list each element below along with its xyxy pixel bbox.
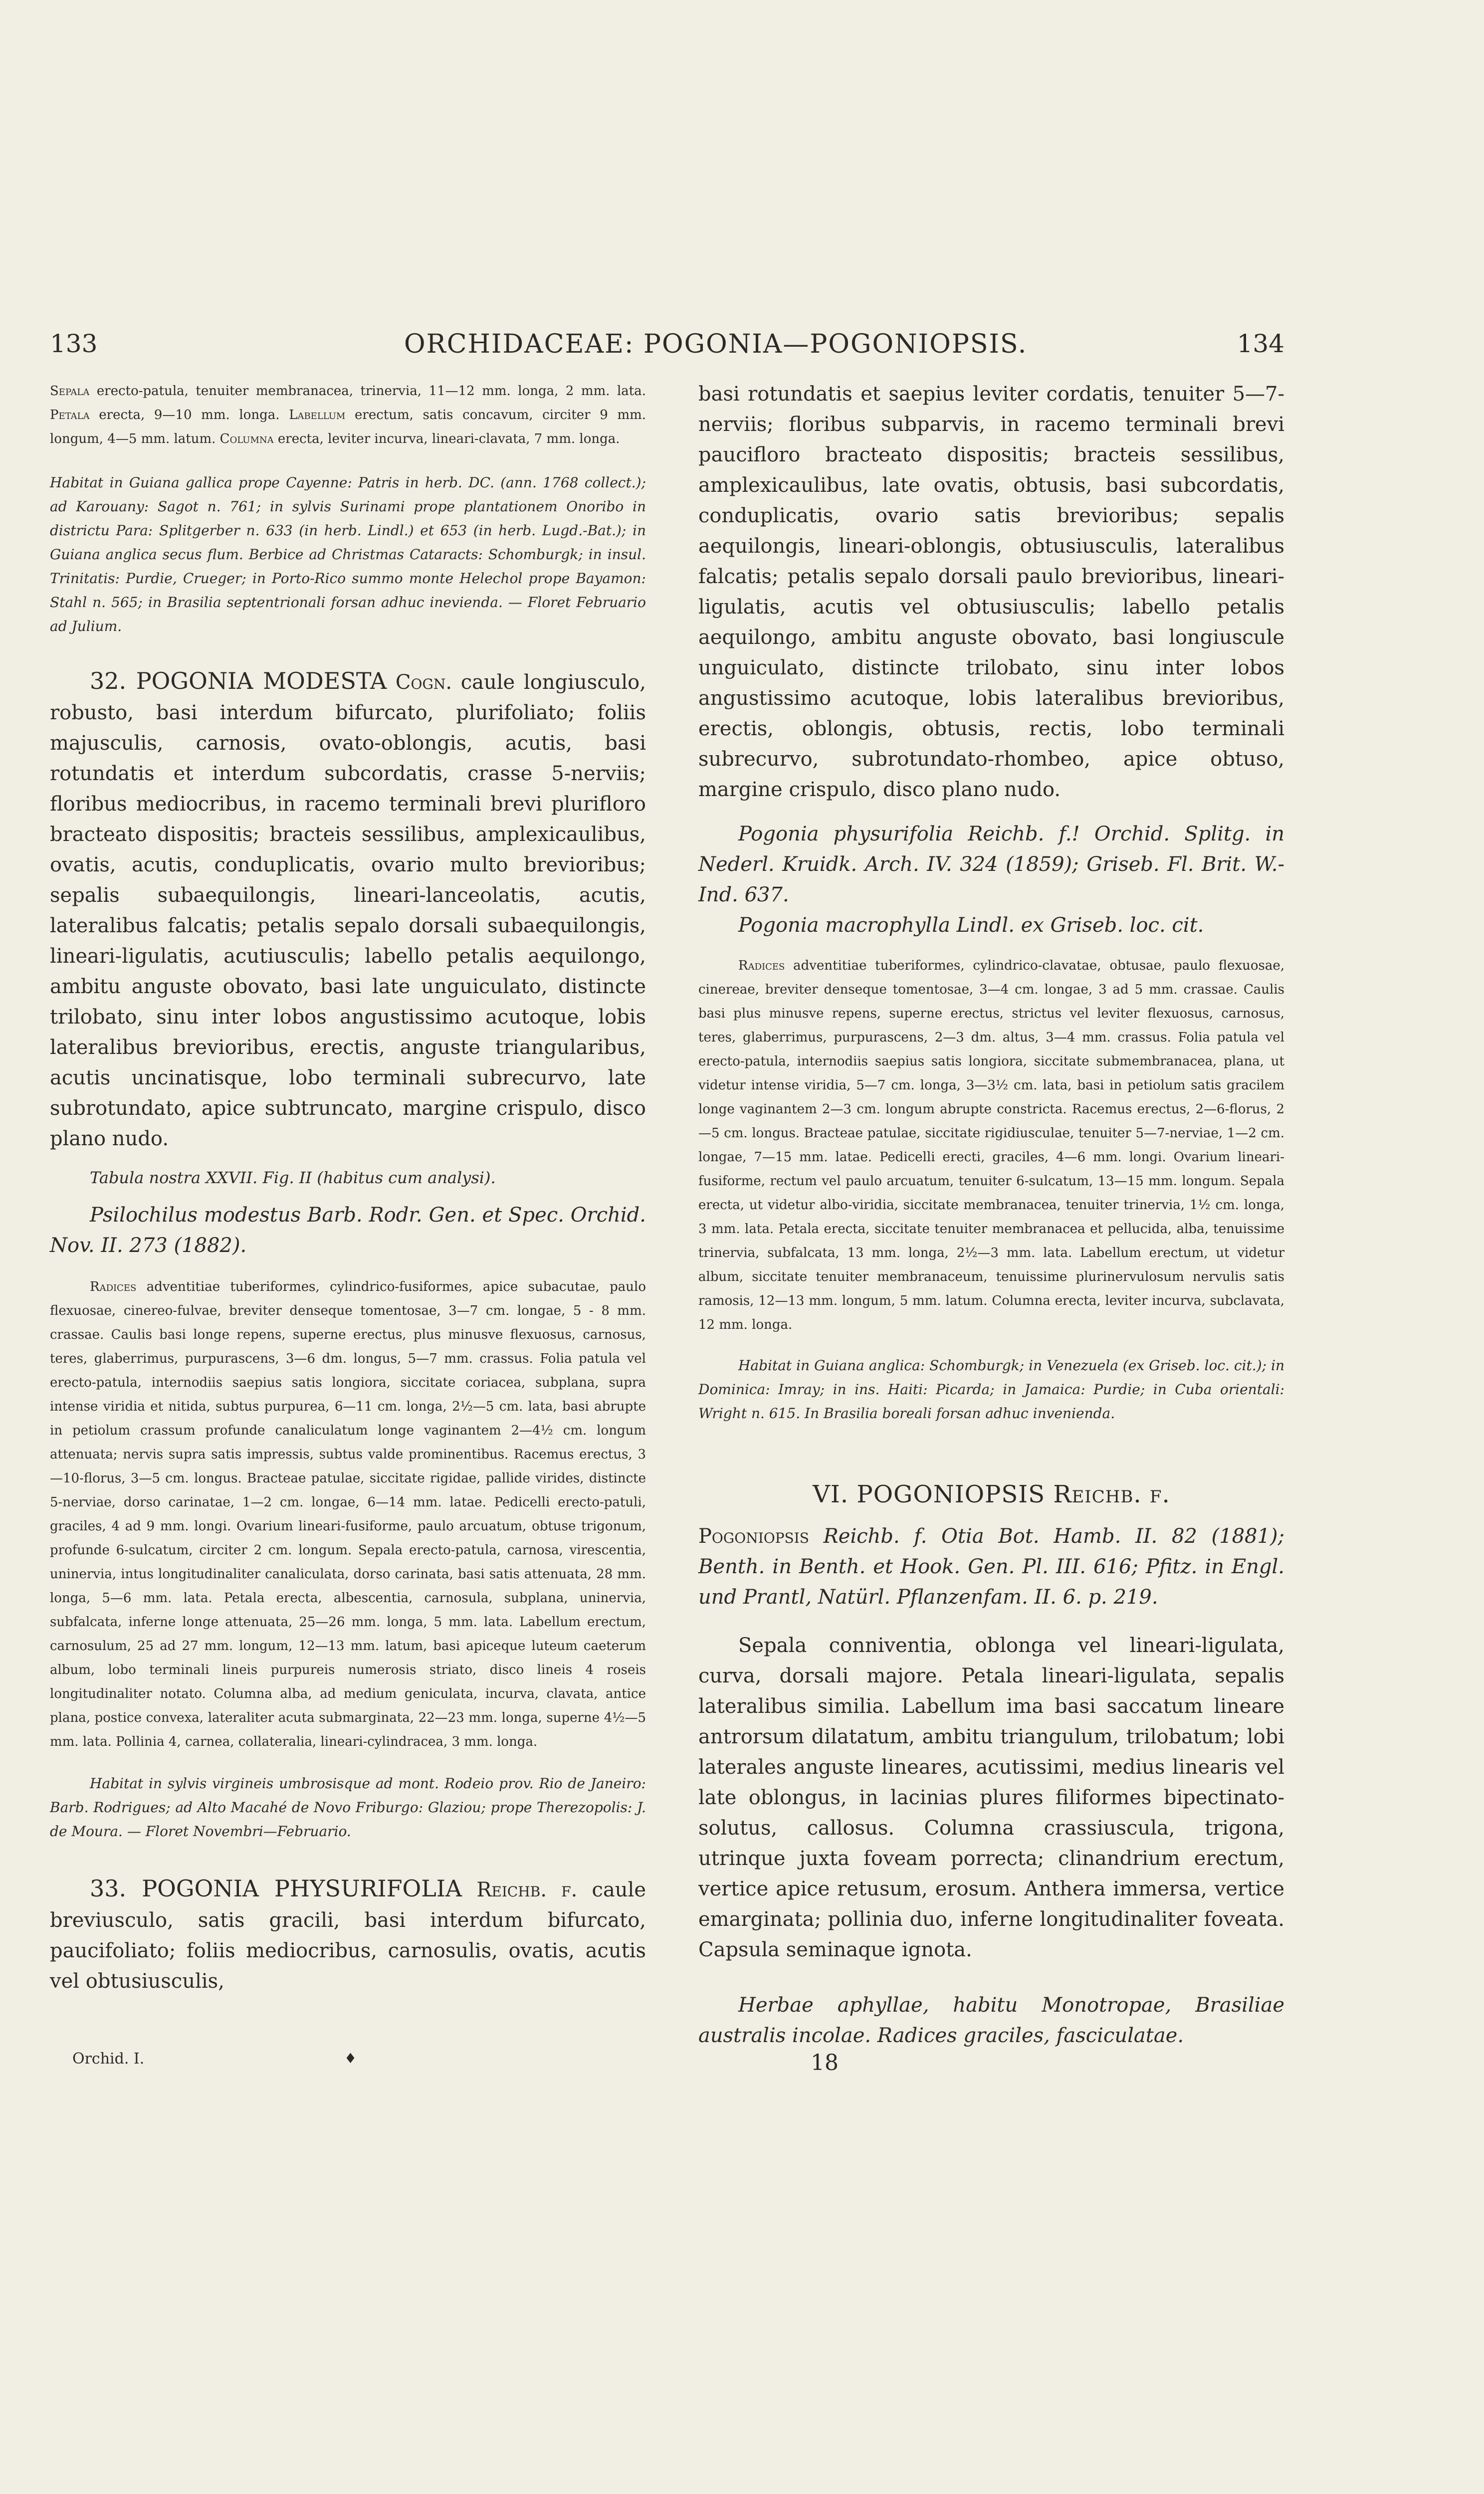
synonym-32: Psilochilus modestus Barb. Rodr. Gen. et Spec. Orchid. Nov. II. 273 (1882). bbox=[50, 1204, 646, 1257]
herbae-paragraph: Herbae aphyllae, habitu Monotropae, Brasiliae australis incolae. Radices graciles, fasciculatae. bbox=[698, 1994, 1284, 2047]
species-33-description: Radices adventitiae tuberiformes, cylindrico-clavatae, obtusae, paulo flexuosae, cinereae, breviter denseque tomentosae, 3—4 cm. longae, 3 ad 5 mm. crassae. Caulis basi plus minusve repens, superne erectus, strictus vel leviter flexuosus, carnosus, teres, glaberrimus, purpurascens, 2—3 dm. altus, 3—4 mm. crassus. Folia patula vel erecto-patula, internodiis saepius satis longiora, siccitate submembranacea, plana, ut videtur intense viridia, 5—7 cm. longa, 3—3½ cm. lata, basi in petiolum satis gracilem longe vaginantem 2—3 cm. longum abrupte constricta. Racemus erectus, 2—6-florus, 2—5 cm. longus. Bracteae patulae, siccitate rigidiusculae, tenuiter 5—7-nerviae, 1—2 cm. longae, 7—15 mm. latae. Pedicelli erecti, graciles, 4—6 mm. longi. Ovarium lineari-fusiforme, rectum vel paulo arcuatum, tenuiter 6-sulcatum, 13—15 mm. longum. Sepala erecta, ut videtur albo-viridia, siccitate membranacea, tenuiter trinervia, 1½ cm. longa, 3 mm. lata. Petala erecta, siccitate tenuiter membranacea et pellucida, alba, tenuissime trinervia, subfalcata, 13 mm. longa, 2½—3 mm. lata. Labellum erectum, ut videtur album, siccitate tenuiter membranaceum, tenuissime plurinervulosum nervulis satis ramosis, 12—13 mm. longum, 5 mm. latum. Columna erecta, leviter incurva, subclavata, 12 mm. longa. bbox=[698, 958, 1285, 1332]
running-header bbox=[0, 329, 1484, 369]
habitat-32: Habitat in sylvis virgineis umbrosisque ad mont. Rodeio prov. Rio de Janeiro: Barb. Rodrigues; ad Alto Macahé de Novo Friburgo: Glaziou; prope Therezopolis: J. de Moura. — Floret Novembri—Februario. bbox=[50, 1775, 646, 1840]
left-column bbox=[50, 379, 646, 1997]
species-32-title: 32. POGONIA MODESTA bbox=[90, 667, 387, 694]
species-33-diagnosis: 33. POGONIA PHYSURIFOLIA Reichb. f. caule breviusculo, satis gracili, basi interdum bifurcato, paucifoliato; foliis mediocribus, carnosulis, ovatis, acutis vel obtusiusculis, bbox=[50, 1875, 646, 1993]
genus-section-title: VI. POGONIOPSIS Reichb. f. bbox=[813, 1480, 1170, 1508]
species-33-author: Reichb. f. bbox=[476, 1878, 578, 1901]
running-title: ORCHIDACEAE: POGONIA—POGONIOPSIS. bbox=[404, 329, 1028, 359]
continued-description: Sepala erecto-patula, tenuiter membranacea, trinervia, 11—12 mm. longa, 2 mm. lata. Petala erecta, 9—10 mm. longa. Labellum erectum, satis concavum, circiter 9 mm. longum, 4—5 mm. latum. Columna erecta, leviter incurva, lineari-clavata, 7 mm. longa. bbox=[50, 384, 646, 446]
species-32-diagnosis: 32. POGONIA MODESTA Cogn. caule longiusculo, robusto, basi interdum bifurcato, plurifoliato; foliis majusculis, carnosis, ovato-oblongis, acutis, basi rotundatis et interdum subcordatis, crasse 5-nerviis; floribus mediocribus, in racemo terminali brevi plurifloro bracteato dispositis; bracteis sessilibus, amplexicaulibus, ovatis, acutis, conduplicatis, ovario multo brevioribus; sepalis subaequilongis, lineari-lanceolatis, acutis, lateralibus falcatis; petalis sepalo dorsali subaequilongis, lineari-ligulatis, acutiusculis; labello petalis aequilongo, ambitu anguste obovato, basi late unguiculato, distincte trilobato, sinu inter lobos angustissimo acutoque, lobis lateralibus brevioribus, erectis, anguste triangularibus, acutis uncinatisque, lobo terminali subrecurvo, late subrotundato, apice subtruncato, margine crispulo, disco plano nudo. bbox=[50, 667, 646, 1150]
tabula-reference: Tabula nostra XXVII. Fig. II (habitus cum analysi). bbox=[90, 1168, 496, 1187]
species-33-title: 33. POGONIA PHYSURIFOLIA bbox=[90, 1875, 462, 1902]
footer-volume: Orchid. I. bbox=[72, 2050, 145, 2068]
footer-diamond-icon: ♦ bbox=[344, 2050, 357, 2067]
species-33-diagnosis-continued: basi rotundatis et saepius leviter cordatis, tenuiter 5—7-nerviis; floribus subparvis, in racemo terminali brevi paucifloro bracteato dispositis; bracteis sessilibus, amplexicaulibus, late ovatis, obtusis, basi subcordatis, conduplicatis, ovario satis brevioribus; sepalis aequilongis, lineari-oblongis, obtusiusculis, lateralibus falcatis; petalis sepalo dorsali paulo brevioribus, lineari-ligulatis, acutis vel obtusiusculis; labello petalis aequilongo, ambitu anguste obovato, basi longiuscule unguiculato, distincte trilobato, sinu inter lobos angustissimo acutoque, lobis lateralibus brevioribus, erectis, oblongis, obtusis, rectis, lobo terminali subrecurvo, subrotundato-rhombeo, apice obtuso, margine crispulo, disco plano nudo. bbox=[698, 383, 1284, 801]
species-32-description: Radices adventitiae tuberiformes, cylindrico-fusiformes, apice subacutae, paulo flexuosae, cinereo-fulvae, breviter denseque tomentosae, 3—7 cm. longae, 5 - 8 mm. crassae. Caulis basi longe repens, superne erectus, plus minusve flexuosus, carnosus, teres, glaberrimus, purpurascens, 3—6 dm. longus, 5—7 mm. crassus. Folia patula vel erecto-patula, internodiis saepius satis longiora, siccitate coriacea, subplana, supra intense viridia et nitida, subtus purpurea, 6—11 cm. longa, 2½—5 cm. lata, basi abrupte in petiolum crassum profunde canaliculatum longe vaginantem 2—4½ cm. longum attenuata; nervis supra satis impressis, subtus valde prominentibus. Racemus erectus, 3—10-florus, 3—5 cm. longus. Bracteae patulae, siccitate rigidae, pallide virides, distincte 5-nerviae, dorso carinatae, 1—2 cm. longae, 6—14 mm. latae. Pedicelli erecto-patuli, graciles, 4 ad 9 mm. longi. Ovarium lineari-fusiforme, paulo arcuatum, obtuse trigonum, profunde 6-sulcatum, circiter 2 cm. longum. Sepala erecto-patula, carnosa, virescentia, uninervia, intus longitudinaliter canaliculata, dorso carinata, basi satis attenuata, 28 mm. longa, 5—6 mm. lata. Petala erecta, albescentia, carnosula, subplana, uninervia, subfalcata, inferne longe attenuata, 25—26 mm. longa, 5 mm. lata. Labellum erectum, carnosulum, 25 ad 27 mm. longum, 12—13 mm. latum, basi apiceque luteum caeterum album, lobo terminali lineis purpureis numerosis striato, disco lineis 4 roseis longitudinaliter notato. Columna alba, ad medium geniculata, incurva, clavata, antice plana, postice convexa, lateraliter acuta submarginata, 22—23 mm. longa, superne 4½—5 mm. lata. Pollinia 4, carnea, collateralia, lineari-cylindracea, 3 mm. longa. bbox=[50, 1279, 646, 1749]
genus-reference: Pogoniopsis Reichb. f. Otia Bot. Hamb. II. 82 (1881); Benth. in Benth. et Hook. Gen. Pl. III. 616; Pfitz. in Engl. und Prantl, Natürl. Pflanzenfam. II. 6. p. 219. bbox=[698, 1525, 1285, 1609]
habitat-33: Habitat in Guiana anglica: Schomburgk; in Venezuela (ex Griseb. loc. cit.); in Dominica: Imray; in ins. Haiti: Picarda; in Jamaica: Purdie; in Cuba orientali: Wright n. 615. In Brasilia boreali forsan adhuc invenienda. bbox=[698, 1357, 1284, 1422]
species-32-author: Cogn. bbox=[395, 671, 452, 694]
page-number-right: 134 bbox=[1237, 329, 1284, 358]
synonym-33-b: Pogonia macrophylla Lindl. ex Griseb. loc. cit. bbox=[738, 914, 1204, 937]
right-column bbox=[698, 379, 1284, 2051]
genus-description: Sepala conniventia, oblonga vel lineari-ligulata, curva, dorsali majore. Petala lineari-ligulata, sepalis lateralibus similia. Labellum ima basi saccatum lineare antrorsum dilatatum, ambitu triangulum, trilobatum; lobi laterales anguste lineares, acutissimi, medius linearis vel late oblongus, in lacinias plures filiformes bipectinato-solutus, callosus. Columna crassiuscula, trigona, utrinque juxta foveam porrecta; clinandrium erectum, vertice apice retusum, erosum. Anthera immersa, vertice emarginata; pollinia duo, inferne longitudinaliter foveata. Capsula seminaque ignota. bbox=[698, 1634, 1284, 1961]
signature-number: 18 bbox=[811, 2050, 839, 2076]
page-number-left: 133 bbox=[50, 329, 98, 358]
habitat-paragraph: Habitat in Guiana gallica prope Cayenne: Patris in herb. DC. (ann. 1768 collect.); ad Karouany: Sagot n. 761; in sylvis Surinami prope plantationem Onoribo in districtu Para: Splitgerber n. 633 (in herb. Lindl.) et 653 (in herb. Lugd.-Bat.); in Guiana anglica secus flum. Berbice ad Christmas Cataracts: Schomburgk; in insul. Trinitatis: Purdie, Crueger; in Porto-Rico summo monte Helechol prope Bayamon: Stahl n. 565; in Brasilia septentrionali forsan adhuc inevienda. — Floret Februario ad Julium. bbox=[50, 474, 646, 634]
synonym-33-a: Pogonia physurifolia Reichb. f.! Orchid. Splitg. in Nederl. Kruidk. Arch. IV. 324 (1859); Griseb. Fl. Brit. W.-Ind. 637. bbox=[698, 823, 1284, 906]
